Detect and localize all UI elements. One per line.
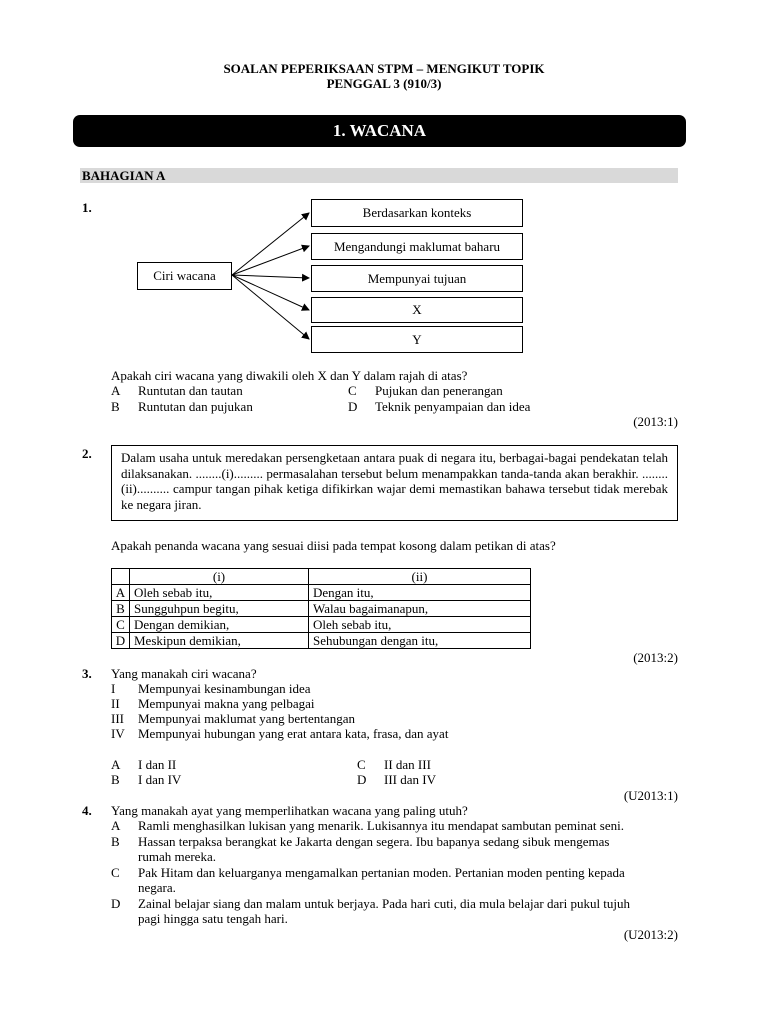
- option-ii-text: Walau bagaimanapun,: [309, 601, 531, 617]
- q1-number: 1.: [82, 200, 92, 215]
- q3-option-a-key: A: [111, 757, 121, 772]
- q1-option-d-key: D: [348, 399, 358, 414]
- q2-question: Apakah penanda wacana yang sesuai diisi pada tempat kosong dalam petikan di atas?: [111, 538, 556, 553]
- q4-option-c: Pak Hitam dan keluarganya mengamalkan pertanian moden. Pertanian moden penting kepada: [138, 865, 625, 880]
- q3-statement-key: I: [111, 681, 116, 696]
- q1-option-c: Pujukan dan penerangan: [375, 383, 503, 398]
- q4-option-b-cont: rumah mereka.: [138, 849, 216, 864]
- q3-statement: Mempunyai kesinambungan idea: [138, 681, 311, 696]
- diagram-target-2: Mengandungi maklumat baharu: [311, 233, 523, 260]
- table-row: [112, 617, 531, 633]
- q3-question: Yang manakah ciri wacana?: [111, 666, 257, 681]
- option-key: A: [112, 585, 130, 601]
- table-row: [112, 601, 531, 617]
- arrow-to-target-5: [232, 275, 309, 339]
- q4-number: 4.: [82, 803, 92, 818]
- diagram-target-4: X: [311, 297, 523, 323]
- q1-option-b-key: B: [111, 399, 120, 414]
- q3-year: (U2013:1): [623, 788, 678, 803]
- option-ii-text: Sehubungan dengan itu,: [309, 633, 531, 649]
- q3-option-a: I dan II: [138, 757, 177, 772]
- q3-option-d: III dan IV: [384, 772, 436, 787]
- q3-option-b-key: B: [111, 772, 120, 787]
- q3-statement: Mempunyai maklumat yang bertentangan: [138, 711, 355, 726]
- q1-option-a-key: A: [111, 383, 121, 398]
- option-i-text: Dengan demikian,: [130, 617, 309, 633]
- document-subtitle: PENGGAL 3 (910/3): [326, 76, 442, 91]
- q4-option-b-key: B: [111, 834, 120, 849]
- q3-option-c-key: C: [357, 757, 366, 772]
- q4-option-d-cont: pagi hingga satu tengah hari.: [138, 911, 288, 926]
- section-heading: BAHAGIAN A: [80, 168, 678, 183]
- option-i-text: Sungguhpun begitu,: [130, 601, 309, 617]
- q3-number: 3.: [82, 666, 92, 681]
- q2-year: (2013:2): [633, 650, 678, 665]
- arrow-to-target-1: [232, 213, 309, 275]
- q4-question: Yang manakah ayat yang memperlihatkan wacana yang paling utuh?: [111, 803, 468, 818]
- q1-option-a: Runtutan dan tautan: [138, 383, 243, 398]
- q2-number: 2.: [82, 446, 92, 461]
- q4-option-c-cont: negara.: [138, 880, 176, 895]
- q1-option-c-key: C: [348, 383, 357, 398]
- diagram-target-3: Mempunyai tujuan: [311, 265, 523, 292]
- q3-option-b: I dan IV: [138, 772, 182, 787]
- q2-options-table: [111, 568, 531, 649]
- option-key: C: [112, 617, 130, 633]
- option-ii-text: Oleh sebab itu,: [309, 617, 531, 633]
- q4-year: (U2013:2): [623, 927, 678, 942]
- q4-option-c-key: C: [111, 865, 120, 880]
- topic-banner: 1. WACANA: [73, 115, 686, 147]
- q3-statement-key: III: [111, 711, 124, 726]
- q4-option-a-key: A: [111, 818, 121, 833]
- q1-option-b: Runtutan dan pujukan: [138, 399, 253, 414]
- q4-option-d-key: D: [111, 896, 121, 911]
- q3-statement: Mempunyai hubungan yang erat antara kata, frasa, dan ayat: [138, 726, 449, 741]
- table-header-row: [112, 569, 531, 585]
- q3-option-c: II dan III: [384, 757, 431, 772]
- q1-question: Apakah ciri wacana yang diwakili oleh X dan Y dalam rajah di atas?: [111, 368, 468, 383]
- table-header-i: (i): [130, 569, 309, 585]
- document-title: SOALAN PEPERIKSAAN STPM – MENGIKUT TOPIK: [223, 61, 545, 76]
- q3-statement-key: IV: [111, 726, 125, 741]
- q2-passage: Dalam usaha untuk meredakan persengketaan antara puak di negara itu, berbagai-bagai pendekatan telah dilaksanakan. ........(i)......... permasalahan tersebut belum menampakkan tanda-tanda akan berakhir. ........(ii).......... campur tangan pihak ketiga difikirkan wajar demi memastikan bahawa tersebut tidak merebak ke negara jiran.: [111, 445, 678, 521]
- diagram-target-5: Y: [311, 326, 523, 353]
- table-header-blank: [112, 569, 130, 585]
- q4-option-b: Hassan terpaksa berangkat ke Jakarta dengan segera. Ibu bapanya sedang sibuk mengemas: [138, 834, 610, 849]
- option-ii-text: Dengan itu,: [309, 585, 531, 601]
- q4-option-d: Zainal belajar siang dan malam untuk berjaya. Pada hari cuti, dia mula belajar dari pukul tujuh: [138, 896, 631, 911]
- diagram-target-1: Berdasarkan konteks: [311, 199, 523, 227]
- q3-option-d-key: D: [357, 772, 367, 787]
- q3-statement: Mempunyai makna yang pelbagai: [138, 696, 315, 711]
- option-i-text: Meskipun demikian,: [130, 633, 309, 649]
- q1-year: (2013:1): [633, 414, 678, 429]
- q3-statement-key: II: [111, 696, 120, 711]
- option-key: D: [112, 633, 130, 649]
- arrow-to-target-3: [232, 275, 309, 278]
- option-key: B: [112, 601, 130, 617]
- table-row: [112, 585, 531, 601]
- q1-option-d: Teknik penyampaian dan idea: [375, 399, 531, 414]
- arrow-to-target-2: [232, 246, 309, 275]
- q4-option-a: Ramli menghasilkan lukisan yang menarik. Lukisannya itu mendapat sambutan peminat seni.: [138, 818, 624, 833]
- arrow-to-target-4: [232, 275, 309, 310]
- option-i-text: Oleh sebab itu,: [130, 585, 309, 601]
- table-header-ii: (ii): [309, 569, 531, 585]
- table-row: [112, 633, 531, 649]
- diagram-source-box: Ciri wacana: [137, 262, 232, 290]
